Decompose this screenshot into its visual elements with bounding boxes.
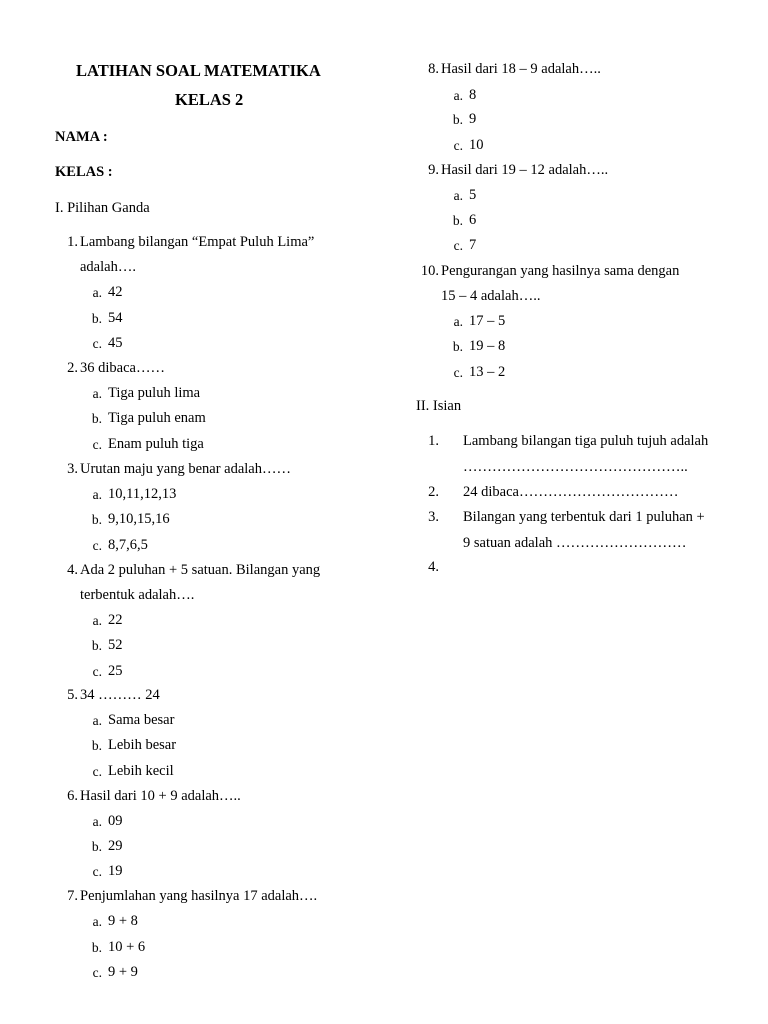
option-text: 52 (108, 637, 123, 653)
option-text: 10,11,12,13 (108, 486, 177, 502)
option-text: 6 (469, 212, 477, 228)
question-number: 4. (67, 562, 78, 578)
option-text: 9 (469, 111, 477, 127)
option-text: 9 + 8 (108, 913, 138, 929)
option-letter: a. (92, 285, 102, 300)
section-heading-fill-in: II. Isian (416, 398, 462, 414)
option-letter: b. (91, 512, 102, 527)
fill-in-text: Lambang bilangan tiga puluh tujuh adalah (463, 433, 709, 449)
worksheet-title: LATIHAN SOAL MATEMATIKA (76, 61, 321, 80)
option-text: 10 + 6 (108, 939, 146, 955)
option-text: 19 – 8 (469, 338, 506, 354)
fill-in-text: Bilangan yang terbentuk dari 1 puluhan + (463, 509, 705, 525)
question-text: Ada 2 puluhan + 5 satuan. Bilangan yang (80, 562, 321, 578)
option-text: 8,7,6,5 (108, 537, 148, 553)
fill-in-text-continued: ……………………………………….. (463, 459, 688, 475)
question-text-continued: 15 – 4 adalah….. (441, 288, 541, 304)
question-number: 6. (67, 788, 78, 804)
option-text: Lebih besar (108, 737, 177, 753)
option-letter: b. (91, 738, 102, 753)
name-label: NAMA : (55, 129, 108, 145)
option-text: 22 (108, 612, 123, 628)
worksheet-subtitle: KELAS 2 (175, 90, 244, 109)
option-letter: a. (92, 814, 102, 829)
option-letter: b. (91, 638, 102, 653)
question-text: Hasil dari 19 – 12 adalah….. (441, 162, 609, 178)
question-number: 10. (420, 263, 439, 279)
option-letter: b. (91, 311, 102, 326)
option-letter: c. (92, 764, 102, 779)
option-letter: c. (92, 437, 102, 452)
fill-in-number: 4. (428, 559, 439, 575)
option-text: 13 – 2 (469, 364, 506, 380)
option-letter: b. (452, 213, 463, 228)
option-text: 45 (108, 335, 123, 351)
option-letter: a. (92, 386, 102, 401)
option-text: 5 (469, 187, 477, 203)
option-letter: a. (92, 487, 102, 502)
option-letter: a. (453, 88, 463, 103)
option-letter: c. (453, 138, 463, 153)
option-letter: c. (453, 365, 463, 380)
option-letter: c. (92, 864, 102, 879)
option-letter: b. (91, 839, 102, 854)
question-number: 7. (67, 888, 78, 904)
fill-in-number: 3. (428, 509, 439, 525)
fill-in-number: 1. (428, 433, 439, 449)
question-number: 2. (67, 360, 78, 376)
option-text: 29 (108, 838, 123, 854)
question-text: Pengurangan yang hasilnya sama dengan (441, 263, 680, 279)
question-number: 9. (428, 162, 439, 178)
option-text: Tiga puluh enam (108, 410, 206, 426)
question-text: Hasil dari 10 + 9 adalah….. (80, 788, 241, 804)
question-text: Urutan maju yang benar adalah…… (80, 461, 291, 477)
option-text: 7 (469, 237, 477, 253)
option-text: 09 (108, 813, 123, 829)
question-number: 8. (428, 61, 439, 77)
question-text: Hasil dari 18 – 9 adalah….. (441, 61, 601, 77)
question-text: 34 ……… 24 (80, 687, 160, 703)
option-text: Tiga puluh lima (108, 385, 201, 401)
fill-in-number: 2. (428, 484, 439, 500)
question-text-continued: adalah…. (80, 259, 136, 275)
class-label: KELAS : (55, 164, 113, 180)
option-letter: b. (91, 411, 102, 426)
option-text: 10 (469, 137, 484, 153)
option-letter: a. (453, 188, 463, 203)
option-letter: c. (92, 965, 102, 980)
option-text: 9,10,15,16 (108, 511, 170, 527)
question-text-continued: terbentuk adalah…. (80, 587, 195, 603)
option-text: 19 (108, 863, 123, 879)
option-text: Enam puluh tiga (108, 436, 204, 452)
option-letter: a. (92, 914, 102, 929)
option-letter: b. (452, 112, 463, 127)
option-letter: c. (92, 538, 102, 553)
option-letter: c. (92, 664, 102, 679)
fill-in-text-continued: 9 satuan adalah ……………………… (463, 535, 687, 551)
option-text: Sama besar (108, 712, 175, 728)
option-text: Lebih kecil (108, 763, 174, 779)
option-letter: b. (452, 339, 463, 354)
option-text: 25 (108, 663, 123, 679)
option-letter: a. (453, 314, 463, 329)
question-text: Lambang bilangan “Empat Puluh Lima” (80, 234, 315, 250)
option-letter: a. (92, 613, 102, 628)
question-text: 36 dibaca…… (80, 360, 165, 376)
option-letter: a. (92, 713, 102, 728)
option-letter: c. (453, 238, 463, 253)
question-number: 3. (67, 461, 78, 477)
option-text: 54 (108, 310, 123, 326)
option-text: 17 – 5 (469, 313, 506, 329)
section-heading-multiple-choice: I. Pilihan Ganda (55, 200, 150, 216)
option-letter: c. (92, 336, 102, 351)
option-letter: b. (91, 940, 102, 955)
option-text: 9 + 9 (108, 964, 138, 980)
question-text: Penjumlahan yang hasilnya 17 adalah…. (80, 888, 318, 904)
question-number: 5. (67, 687, 78, 703)
fill-in-text: 24 dibaca…………………………… (463, 484, 679, 500)
option-text: 8 (469, 87, 477, 103)
option-text: 42 (108, 284, 123, 300)
question-number: 1. (67, 234, 78, 250)
